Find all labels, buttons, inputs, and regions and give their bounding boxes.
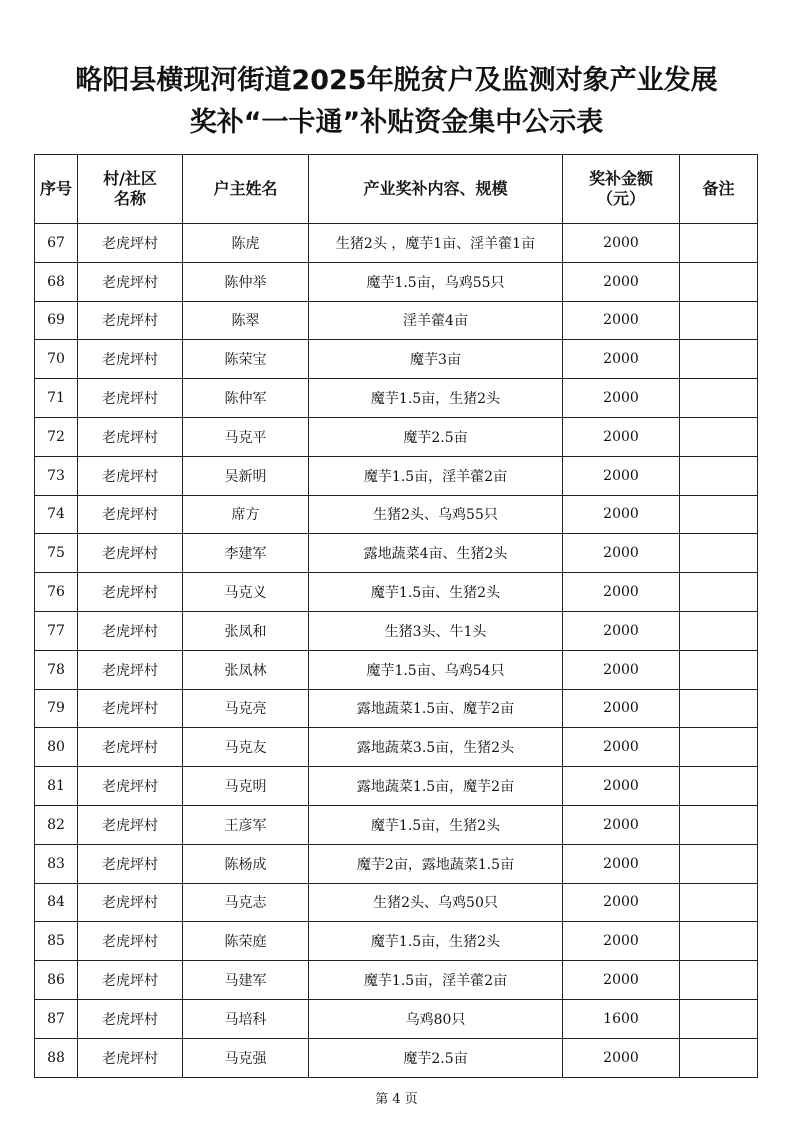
cell-content: 魔芋1.5亩，淫羊藿2亩 [309, 456, 563, 495]
cell-name: 陈荣宝 [183, 340, 309, 379]
cell-village: 老虎坪村 [78, 301, 183, 340]
cell-name: 陈仲军 [183, 379, 309, 418]
table-row [35, 1038, 758, 1077]
table-row [35, 611, 758, 650]
table-row [35, 573, 758, 612]
table-row [35, 301, 758, 340]
cell-amount: 2000 [563, 805, 680, 844]
cell-note [680, 611, 758, 650]
table-row [35, 495, 758, 534]
cell-name: 陈荣庭 [183, 922, 309, 961]
cell-content: 魔芋1.5亩、生猪2头 [309, 573, 563, 612]
cell-amount: 2000 [563, 844, 680, 883]
cell-index: 81 [35, 767, 78, 806]
table-row [35, 379, 758, 418]
cell-index: 73 [35, 456, 78, 495]
table-row [35, 999, 758, 1038]
cell-index: 83 [35, 844, 78, 883]
cell-content: 魔芋2.5亩 [309, 1038, 563, 1077]
cell-village: 老虎坪村 [78, 495, 183, 534]
cell-amount: 2000 [563, 534, 680, 573]
table-row [35, 922, 758, 961]
document-title-line-1: 略阳县横现河街道2025年脱贫户及监测对象产业发展 [75, 65, 718, 96]
cell-content: 魔芋1.5亩、乌鸡54只 [309, 650, 563, 689]
cell-amount: 2000 [563, 456, 680, 495]
cell-amount: 1600 [563, 999, 680, 1038]
cell-amount: 2000 [563, 650, 680, 689]
header-amount-line-1: 奖补金额 [588, 169, 653, 188]
cell-index: 67 [35, 224, 78, 263]
table-row [35, 340, 758, 379]
header-village [78, 155, 183, 224]
cell-note [680, 961, 758, 1000]
cell-note [680, 650, 758, 689]
cell-note [680, 883, 758, 922]
cell-name: 张凤和 [183, 611, 309, 650]
cell-village: 老虎坪村 [78, 883, 183, 922]
cell-village: 老虎坪村 [78, 728, 183, 767]
cell-amount: 2000 [563, 689, 680, 728]
table-row [35, 224, 758, 263]
cell-content: 魔芋2.5亩 [309, 417, 563, 456]
cell-name: 马克明 [183, 767, 309, 806]
cell-index: 71 [35, 379, 78, 418]
cell-index: 87 [35, 999, 78, 1038]
cell-village: 老虎坪村 [78, 844, 183, 883]
cell-name: 陈虎 [183, 224, 309, 263]
cell-name: 吴新明 [183, 456, 309, 495]
cell-note [680, 417, 758, 456]
cell-village: 老虎坪村 [78, 961, 183, 1000]
cell-note [680, 805, 758, 844]
cell-amount: 2000 [563, 767, 680, 806]
cell-index: 80 [35, 728, 78, 767]
table-row [35, 417, 758, 456]
cell-content: 生猪3头、牛1头 [309, 611, 563, 650]
header-village-line-2: 名称 [113, 189, 146, 208]
cell-content: 魔芋1.5亩，生猪2头 [309, 805, 563, 844]
cell-name: 张凤林 [183, 650, 309, 689]
cell-content: 魔芋2亩，露地蔬菜1.5亩 [309, 844, 563, 883]
cell-content: 露地蔬菜1.5亩，魔芋2亩 [309, 767, 563, 806]
cell-amount: 2000 [563, 922, 680, 961]
cell-amount: 2000 [563, 340, 680, 379]
cell-note [680, 922, 758, 961]
cell-note [680, 224, 758, 263]
cell-content: 露地蔬菜1.5亩、魔芋2亩 [309, 689, 563, 728]
cell-name: 马克友 [183, 728, 309, 767]
table-row [35, 961, 758, 1000]
cell-note [680, 262, 758, 301]
cell-amount: 2000 [563, 883, 680, 922]
header-amount-line-2: （元） [596, 189, 645, 208]
table-row [35, 805, 758, 844]
cell-name: 马克志 [183, 883, 309, 922]
cell-name: 马克强 [183, 1038, 309, 1077]
cell-name: 马克亮 [183, 689, 309, 728]
cell-village: 老虎坪村 [78, 999, 183, 1038]
cell-amount: 2000 [563, 262, 680, 301]
cell-village: 老虎坪村 [78, 456, 183, 495]
cell-index: 75 [35, 534, 78, 573]
header-index: 序号 [35, 155, 78, 224]
cell-village: 老虎坪村 [78, 1038, 183, 1077]
cell-index: 77 [35, 611, 78, 650]
table-row [35, 883, 758, 922]
cell-content: 生猪2头、乌鸡50只 [309, 883, 563, 922]
cell-note [680, 534, 758, 573]
cell-note [680, 340, 758, 379]
cell-content: 淫羊藿4亩 [309, 301, 563, 340]
cell-index: 76 [35, 573, 78, 612]
cell-name: 马建军 [183, 961, 309, 1000]
cell-village: 老虎坪村 [78, 417, 183, 456]
cell-index: 69 [35, 301, 78, 340]
cell-name: 席方 [183, 495, 309, 534]
cell-amount: 2000 [563, 728, 680, 767]
table-row [35, 767, 758, 806]
cell-amount: 2000 [563, 301, 680, 340]
cell-village: 老虎坪村 [78, 573, 183, 612]
cell-amount: 2000 [563, 961, 680, 1000]
cell-amount: 2000 [563, 495, 680, 534]
page-number: 第 4 页 [375, 1092, 418, 1107]
cell-amount: 2000 [563, 1038, 680, 1077]
cell-name: 马克义 [183, 573, 309, 612]
cell-index: 79 [35, 689, 78, 728]
document-title-line-2: 奖补“一卡通”补贴资金集中公示表 [189, 107, 604, 138]
cell-village: 老虎坪村 [78, 224, 183, 263]
cell-index: 70 [35, 340, 78, 379]
table-header-row [35, 155, 758, 224]
cell-village: 老虎坪村 [78, 689, 183, 728]
cell-content: 生猪2头 ，魔芋1亩、淫羊藿1亩 [309, 224, 563, 263]
cell-village: 老虎坪村 [78, 650, 183, 689]
table-row [35, 262, 758, 301]
cell-index: 82 [35, 805, 78, 844]
cell-village: 老虎坪村 [78, 611, 183, 650]
table-row [35, 456, 758, 495]
cell-content: 魔芋1.5亩，乌鸡55只 [309, 262, 563, 301]
cell-note [680, 573, 758, 612]
cell-village: 老虎坪村 [78, 805, 183, 844]
table-row [35, 844, 758, 883]
cell-amount: 2000 [563, 611, 680, 650]
cell-note [680, 1038, 758, 1077]
cell-index: 84 [35, 883, 78, 922]
cell-village: 老虎坪村 [78, 534, 183, 573]
cell-village: 老虎坪村 [78, 379, 183, 418]
cell-note [680, 495, 758, 534]
cell-village: 老虎坪村 [78, 767, 183, 806]
table-row [35, 689, 758, 728]
header-content: 产业奖补内容、规模 [309, 155, 563, 224]
cell-amount: 2000 [563, 379, 680, 418]
cell-content: 露地蔬菜3.5亩，生猪2头 [309, 728, 563, 767]
table-row [35, 650, 758, 689]
cell-index: 74 [35, 495, 78, 534]
cell-index: 88 [35, 1038, 78, 1077]
cell-content: 魔芋1.5亩，淫羊藿2亩 [309, 961, 563, 1000]
cell-amount: 2000 [563, 224, 680, 263]
cell-name: 陈翠 [183, 301, 309, 340]
cell-note [680, 379, 758, 418]
cell-note [680, 767, 758, 806]
cell-note [680, 456, 758, 495]
header-note: 备注 [680, 155, 758, 224]
cell-content: 魔芋1.5亩，生猪2头 [309, 379, 563, 418]
table-body [35, 224, 758, 1078]
cell-village: 老虎坪村 [78, 262, 183, 301]
subsidy-table [34, 154, 758, 1078]
cell-content: 生猪2头、乌鸡55只 [309, 495, 563, 534]
cell-index: 78 [35, 650, 78, 689]
table-row [35, 728, 758, 767]
header-village-line-1: 村/社区 [103, 169, 157, 188]
cell-index: 85 [35, 922, 78, 961]
cell-name: 陈仲举 [183, 262, 309, 301]
cell-name: 陈杨成 [183, 844, 309, 883]
cell-content: 乌鸡80只 [309, 999, 563, 1038]
cell-name: 王彦军 [183, 805, 309, 844]
cell-note [680, 689, 758, 728]
cell-amount: 2000 [563, 417, 680, 456]
cell-village: 老虎坪村 [78, 340, 183, 379]
cell-index: 68 [35, 262, 78, 301]
table-row [35, 534, 758, 573]
cell-name: 马培科 [183, 999, 309, 1038]
cell-name: 李建军 [183, 534, 309, 573]
cell-content: 魔芋1.5亩，生猪2头 [309, 922, 563, 961]
cell-village: 老虎坪村 [78, 922, 183, 961]
cell-note [680, 301, 758, 340]
cell-amount: 2000 [563, 573, 680, 612]
header-amount [563, 155, 680, 224]
cell-name: 马克平 [183, 417, 309, 456]
cell-note [680, 999, 758, 1038]
cell-index: 72 [35, 417, 78, 456]
cell-note [680, 728, 758, 767]
cell-note [680, 844, 758, 883]
cell-content: 魔芋3亩 [309, 340, 563, 379]
cell-index: 86 [35, 961, 78, 1000]
cell-content: 露地蔬菜4亩、生猪2头 [309, 534, 563, 573]
header-name: 户主姓名 [183, 155, 309, 224]
